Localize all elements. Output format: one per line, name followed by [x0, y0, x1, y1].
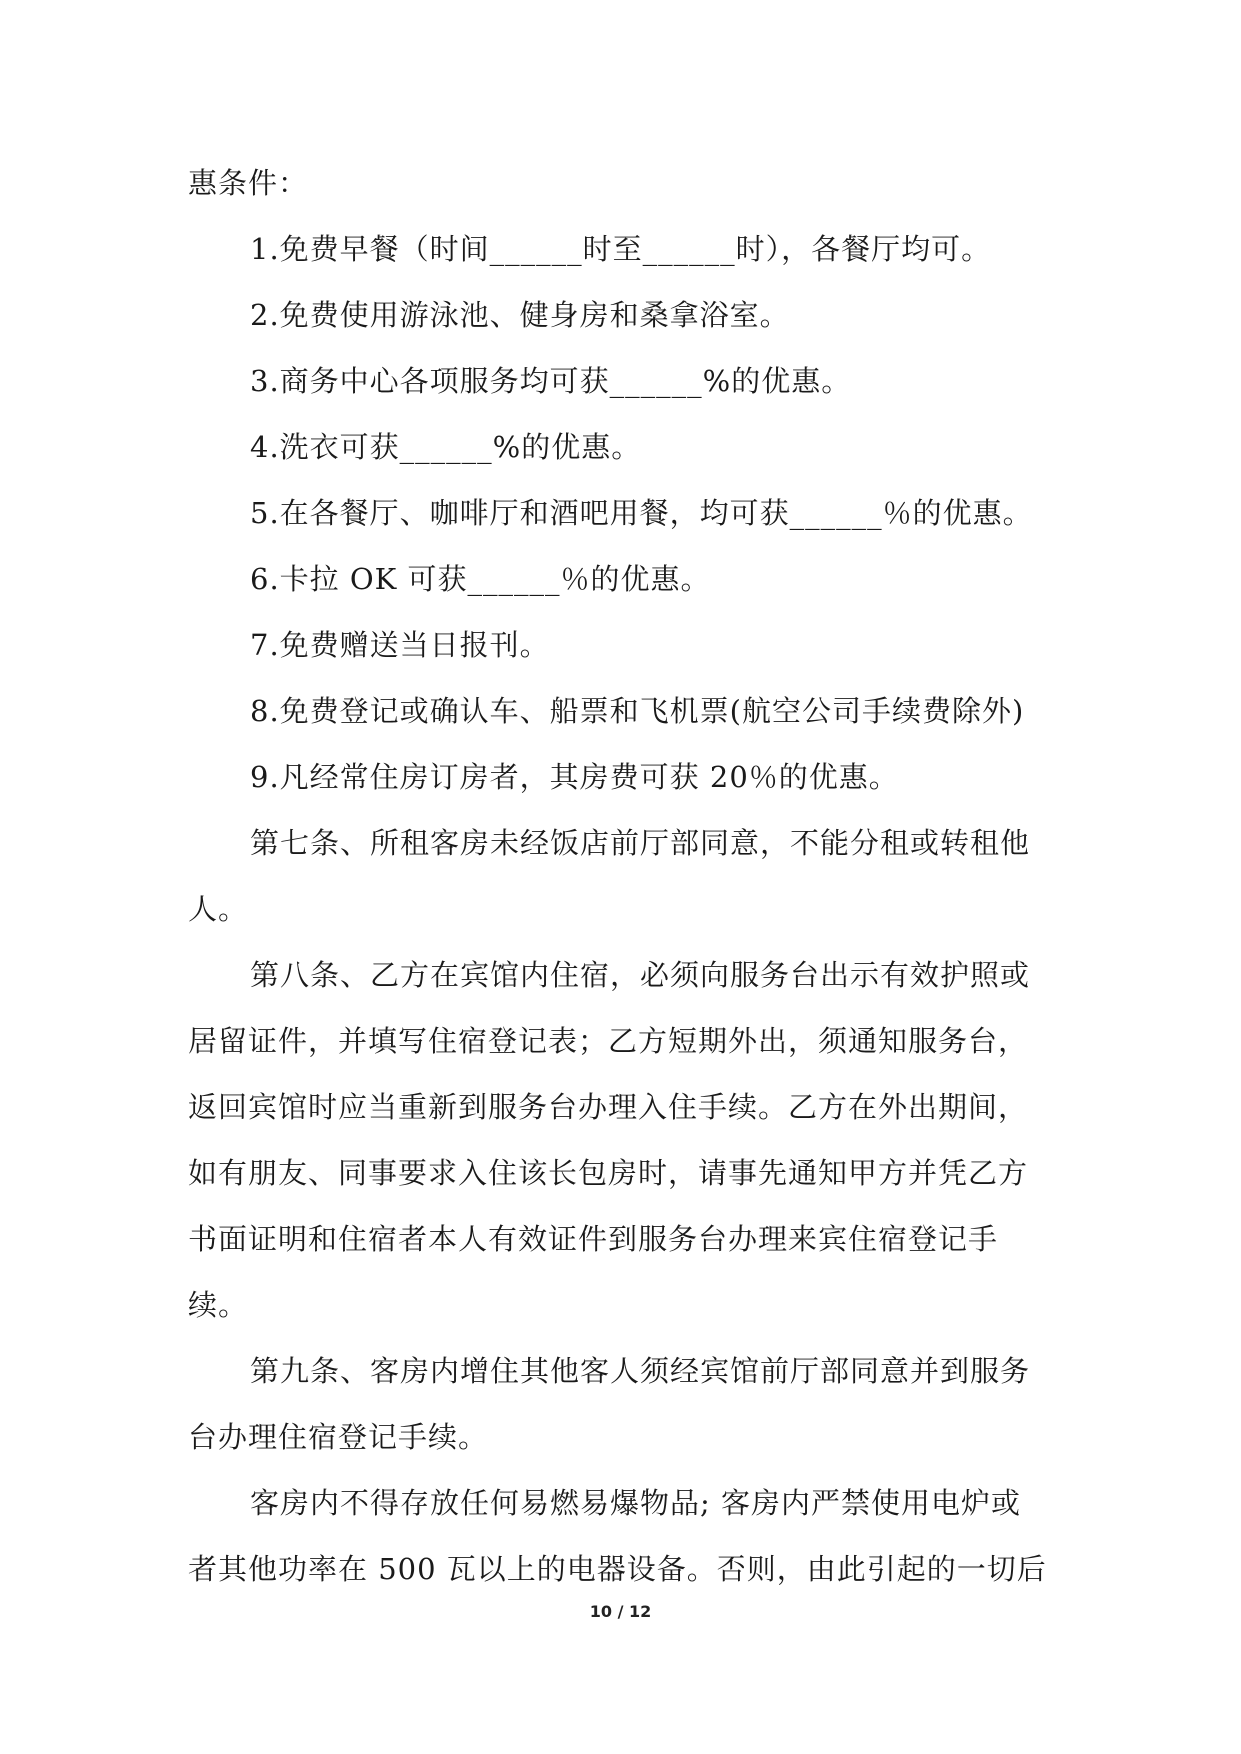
page-number: 10 / 12	[589, 1602, 652, 1621]
document-body	[188, 150, 1064, 1602]
text-line: 3.商务中心各项服务均可获______%的优惠。	[250, 364, 852, 398]
text-line: 1.免费早餐（时间______时至______时），各餐厅均可。	[250, 232, 992, 266]
text-line: 书面证明和住宿者本人有效证件到服务台办理来宾住宿登记手	[188, 1222, 999, 1256]
text-line: 续。	[188, 1288, 249, 1322]
text-line: 第八条、乙方在宾馆内住宿，必须向服务台出示有效护照或	[250, 958, 1031, 992]
text-line: 7.免费赠送当日报刊。	[250, 628, 550, 662]
text-line: 2.免费使用游泳池、健身房和桑拿浴室。	[250, 298, 790, 332]
text-line: 第七条、所租客房未经饭店前厅部同意，不能分租或转租他	[250, 826, 1031, 860]
text-line: 6.卡拉 OK 可获______％的优惠。	[250, 562, 711, 596]
text-line: 客房内不得存放任何易燃易爆物品; 客房内严禁使用电炉或	[250, 1486, 1021, 1520]
text-line: 5.在各餐厅、咖啡厅和酒吧用餐，均可获______％的优惠。	[250, 496, 1033, 530]
text-line: 台办理住宿登记手续。	[188, 1420, 489, 1454]
text-line: 第九条、客房内增住其他客人须经宾馆前厅部同意并到服务	[250, 1354, 1031, 1388]
text-line: 者其他功率在 500 瓦以上的电器设备。否则，由此引起的一切后	[188, 1552, 1047, 1586]
text-line: 惠条件：	[188, 166, 309, 200]
text-line: 人。	[188, 892, 249, 926]
text-line: 4.洗衣可获______%的优惠。	[250, 430, 642, 464]
text-line: 居留证件，并填写住宿登记表；乙方短期外出，须通知服务台，	[188, 1024, 1029, 1058]
text-line: 8.免费登记或确认车、船票和飞机票(航空公司手续费除外)	[250, 694, 1025, 728]
text-line: 如有朋友、同事要求入住该长包房时，请事先通知甲方并凭乙方	[188, 1156, 1029, 1190]
text-line: 9.凡经常住房订房者，其房费可获 20％的优惠。	[250, 760, 899, 794]
text-line: 返回宾馆时应当重新到服务台办理入住手续。乙方在外出期间，	[188, 1090, 1029, 1124]
